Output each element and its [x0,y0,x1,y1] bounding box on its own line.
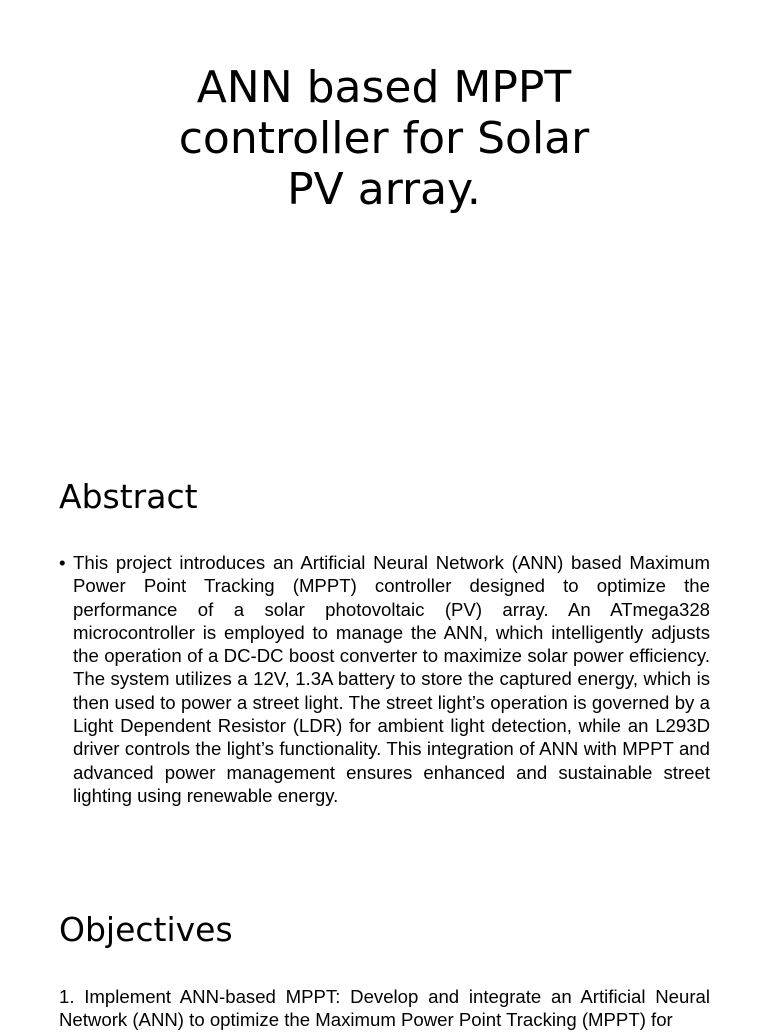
title-line-1: ANN based MPPT [196,62,572,113]
title-line-2: controller for Solar [178,113,590,164]
objectives-heading: Objectives [59,910,233,949]
objective-item-1: 1. Implement ANN-based MPPT: Develop and integrate an Artificial Neural Network (ANN) to optimize the Maximum Power Point Tracking (MPPT) for [59,986,710,1031]
slide-title [120,62,648,215]
title-line-3: PV array. [287,164,481,215]
abstract-heading: Abstract [59,477,198,516]
abstract-item [59,551,710,807]
abstract-list [59,551,710,807]
abstract-text: This project introduces an Artificial Neural Network (ANN) based Maximum Power Point Tracking (MPPT) controller designed to optimize the performance of a solar photovoltaic (PV) array. An ATmega328 microcontroller is employed to manage the ANN, which intelligently adjusts the operation of a DC-DC boost converter to maximize solar power efficiency. The system utilizes a 12V, 1.3A battery to store the captured energy, which is then used to power a street light. The street light’s operation is governed by a Light Dependent Resistor (LDR) for ambient light detection, while an L293D driver controls the light’s functionality. This integration of ANN with MPPT and advanced power management ensures enhanced and sustainable street lighting using renewable energy. [73,552,710,806]
bullet-icon: • [59,552,66,573]
